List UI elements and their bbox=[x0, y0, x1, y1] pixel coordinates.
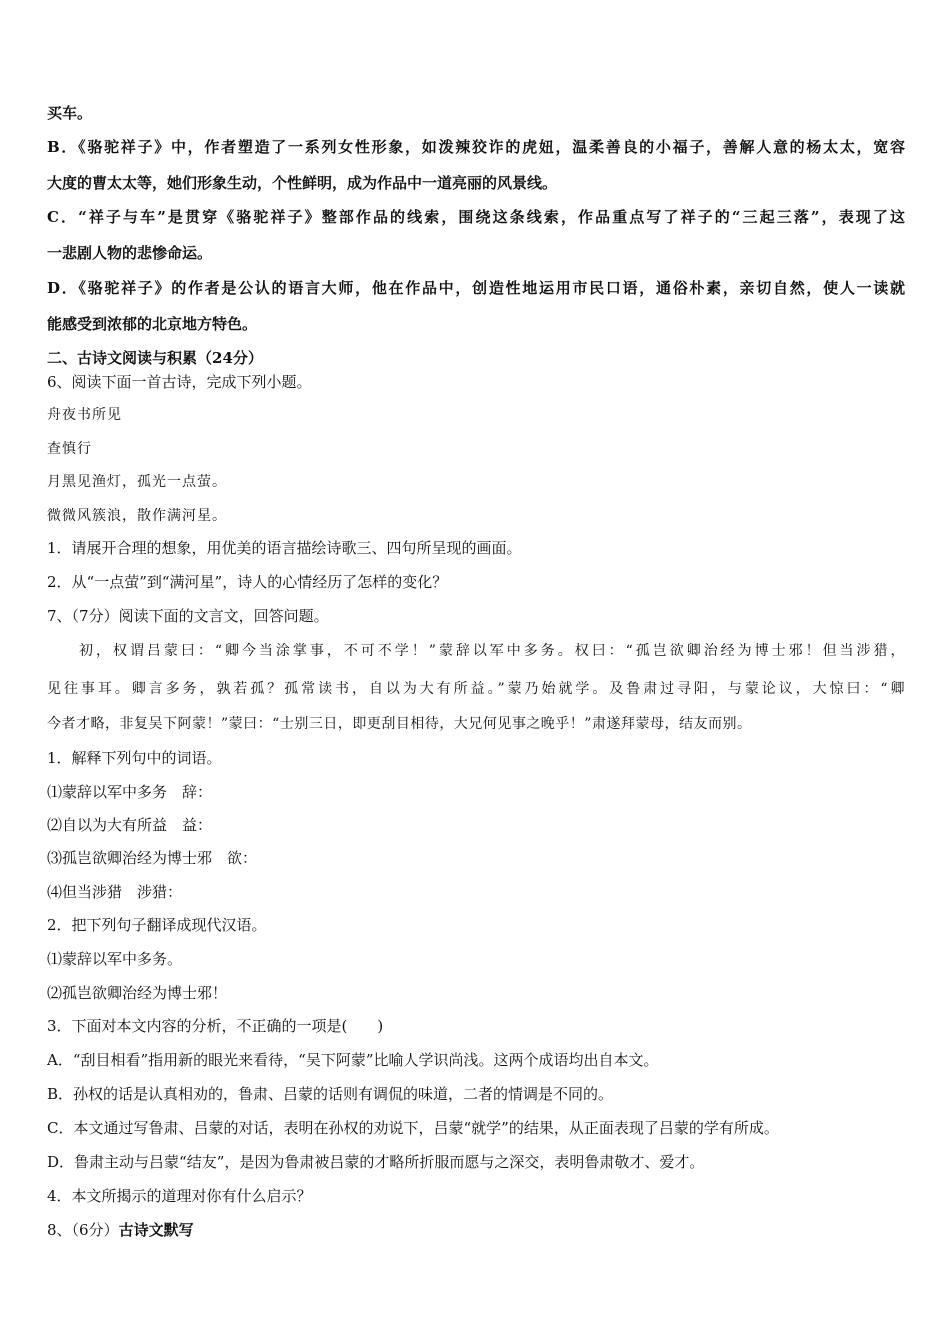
q7-option-c: C．本文通过写鲁肃、吕蒙的对话，表明在孙权的劝说下，吕蒙“就学”的结果，从正面表现了吕蒙的学有所成。 bbox=[47, 1119, 779, 1137]
q7-intro: 7、（7分）阅读下面的文言文，回答问题。 bbox=[47, 607, 329, 625]
q7-subquestion-2: 2．把下列句子翻译成现代汉语。 bbox=[47, 916, 267, 934]
q6-subquestion-2: 2．从“一点萤”到“满河星”，诗人的心情经历了怎样的变化？ bbox=[47, 573, 448, 591]
q5-option-c-cont: 一悲剧人物的悲惨命运。 bbox=[47, 244, 213, 262]
q7-option-a: A．“刮目相看”指用新的眼光来看待，“吴下阿蒙”比喻人学识尚浅。这两个成语均出自本文。 bbox=[47, 1051, 659, 1069]
q5-option-c: C．“祥子与车”是贯穿《骆驼祥子》整部作品的线索，围绕这条线索，作品重点写了祥子的“三起三落”，表现了这 bbox=[47, 208, 905, 226]
q6-intro: 6、阅读下面一首古诗，完成下列小题。 bbox=[47, 373, 312, 391]
q7-subquestion-4: 4．本文所揭示的道理对你有什么启示？ bbox=[47, 1187, 312, 1205]
q7-sub2-item: ⑴蒙辞以军中多务。 bbox=[47, 950, 183, 968]
q8-heading bbox=[47, 1220, 194, 1240]
q5-option-b: B．《骆驼祥子》中，作者塑造了一系列女性形象，如泼辣狡诈的虎妞，温柔善良的小福子，善解人意的杨太太，宽容 bbox=[47, 138, 905, 156]
q7-sub1-item: ⑷但当涉猎 涉猎： bbox=[47, 883, 183, 901]
q7-option-d: D．鲁肃主动与吕蒙“结友”，是因为鲁肃被吕蒙的才略所折服而愿与之深交，表明鲁肃敬才、爱才。 bbox=[47, 1153, 705, 1171]
q5-option-b-cont: 大度的曹太太等，她们形象生动，个性鲜明，成为作品中一道亮丽的风景线。 bbox=[47, 174, 558, 192]
classical-passage-line-1: 初，权谓吕蒙曰：“卿今当涂掌事，不可不学！”蒙辞以军中多务。权曰：“孤岂欲卿治经为博士邪！但当涉猎， bbox=[79, 643, 905, 659]
q7-option-b: B．孙权的话是认真相劝的，鲁肃、吕蒙的话则有调侃的味道，二者的情调是不同的。 bbox=[47, 1085, 614, 1103]
poem-title: 舟夜书所见 bbox=[47, 407, 122, 423]
q8-number: 8、（6分） bbox=[47, 1221, 119, 1239]
classical-passage-line-2: 见往事耳。卿言多务，孰若孤？孤常读书，自以为大有所益。”蒙乃始就学。及鲁肃过寻阳，与蒙论议，大惊曰：“卿 bbox=[47, 681, 905, 697]
q7-sub1-item: ⑵自以为大有所益 益： bbox=[47, 816, 213, 834]
poem-verse-2: 微微风簇浪，散作满河星。 bbox=[47, 508, 227, 524]
poem-verse-1: 月黑见渔灯，孤光一点萤。 bbox=[47, 474, 227, 490]
q5-option-d: D．《骆驼祥子》的作者是公认的语言大师，他在作品中，创造性地运用市民口语，通俗朴素，亲切自然，使人一读就 bbox=[47, 279, 905, 297]
q5-option-d-cont: 能感受到浓郁的北京地方特色。 bbox=[47, 315, 258, 333]
q6-subquestion-1: 1．请展开合理的想象，用优美的语言描绘诗歌三、四句所呈现的画面。 bbox=[47, 539, 522, 557]
section-heading: 二、古诗文阅读与积累（24分） bbox=[47, 349, 263, 367]
q8-title: 古诗文默写 bbox=[118, 1221, 194, 1239]
q7-sub1-item: ⑴蒙辞以军中多务 辞： bbox=[47, 783, 213, 801]
q7-sub1-item: ⑶孤岂欲卿治经为博士邪 欲： bbox=[47, 849, 258, 867]
q7-sub2-item: ⑵孤岂欲卿治经为博士邪！ bbox=[47, 984, 228, 1002]
classical-passage-line-3: 今者才略，非复吴下阿蒙！”蒙曰：“士别三日，即更刮目相待，大兄何见事之晚乎！”肃遂拜蒙母，结友而别。 bbox=[47, 716, 752, 732]
q7-subquestion-3: 3．下面对本文内容的分析，不正确的一项是( ) bbox=[47, 1017, 384, 1035]
q7-subquestion-1: 1．解释下列句中的词语。 bbox=[47, 749, 222, 767]
poem-author: 查慎行 bbox=[47, 441, 92, 457]
q5-tail-line: 买车。 bbox=[47, 104, 93, 122]
